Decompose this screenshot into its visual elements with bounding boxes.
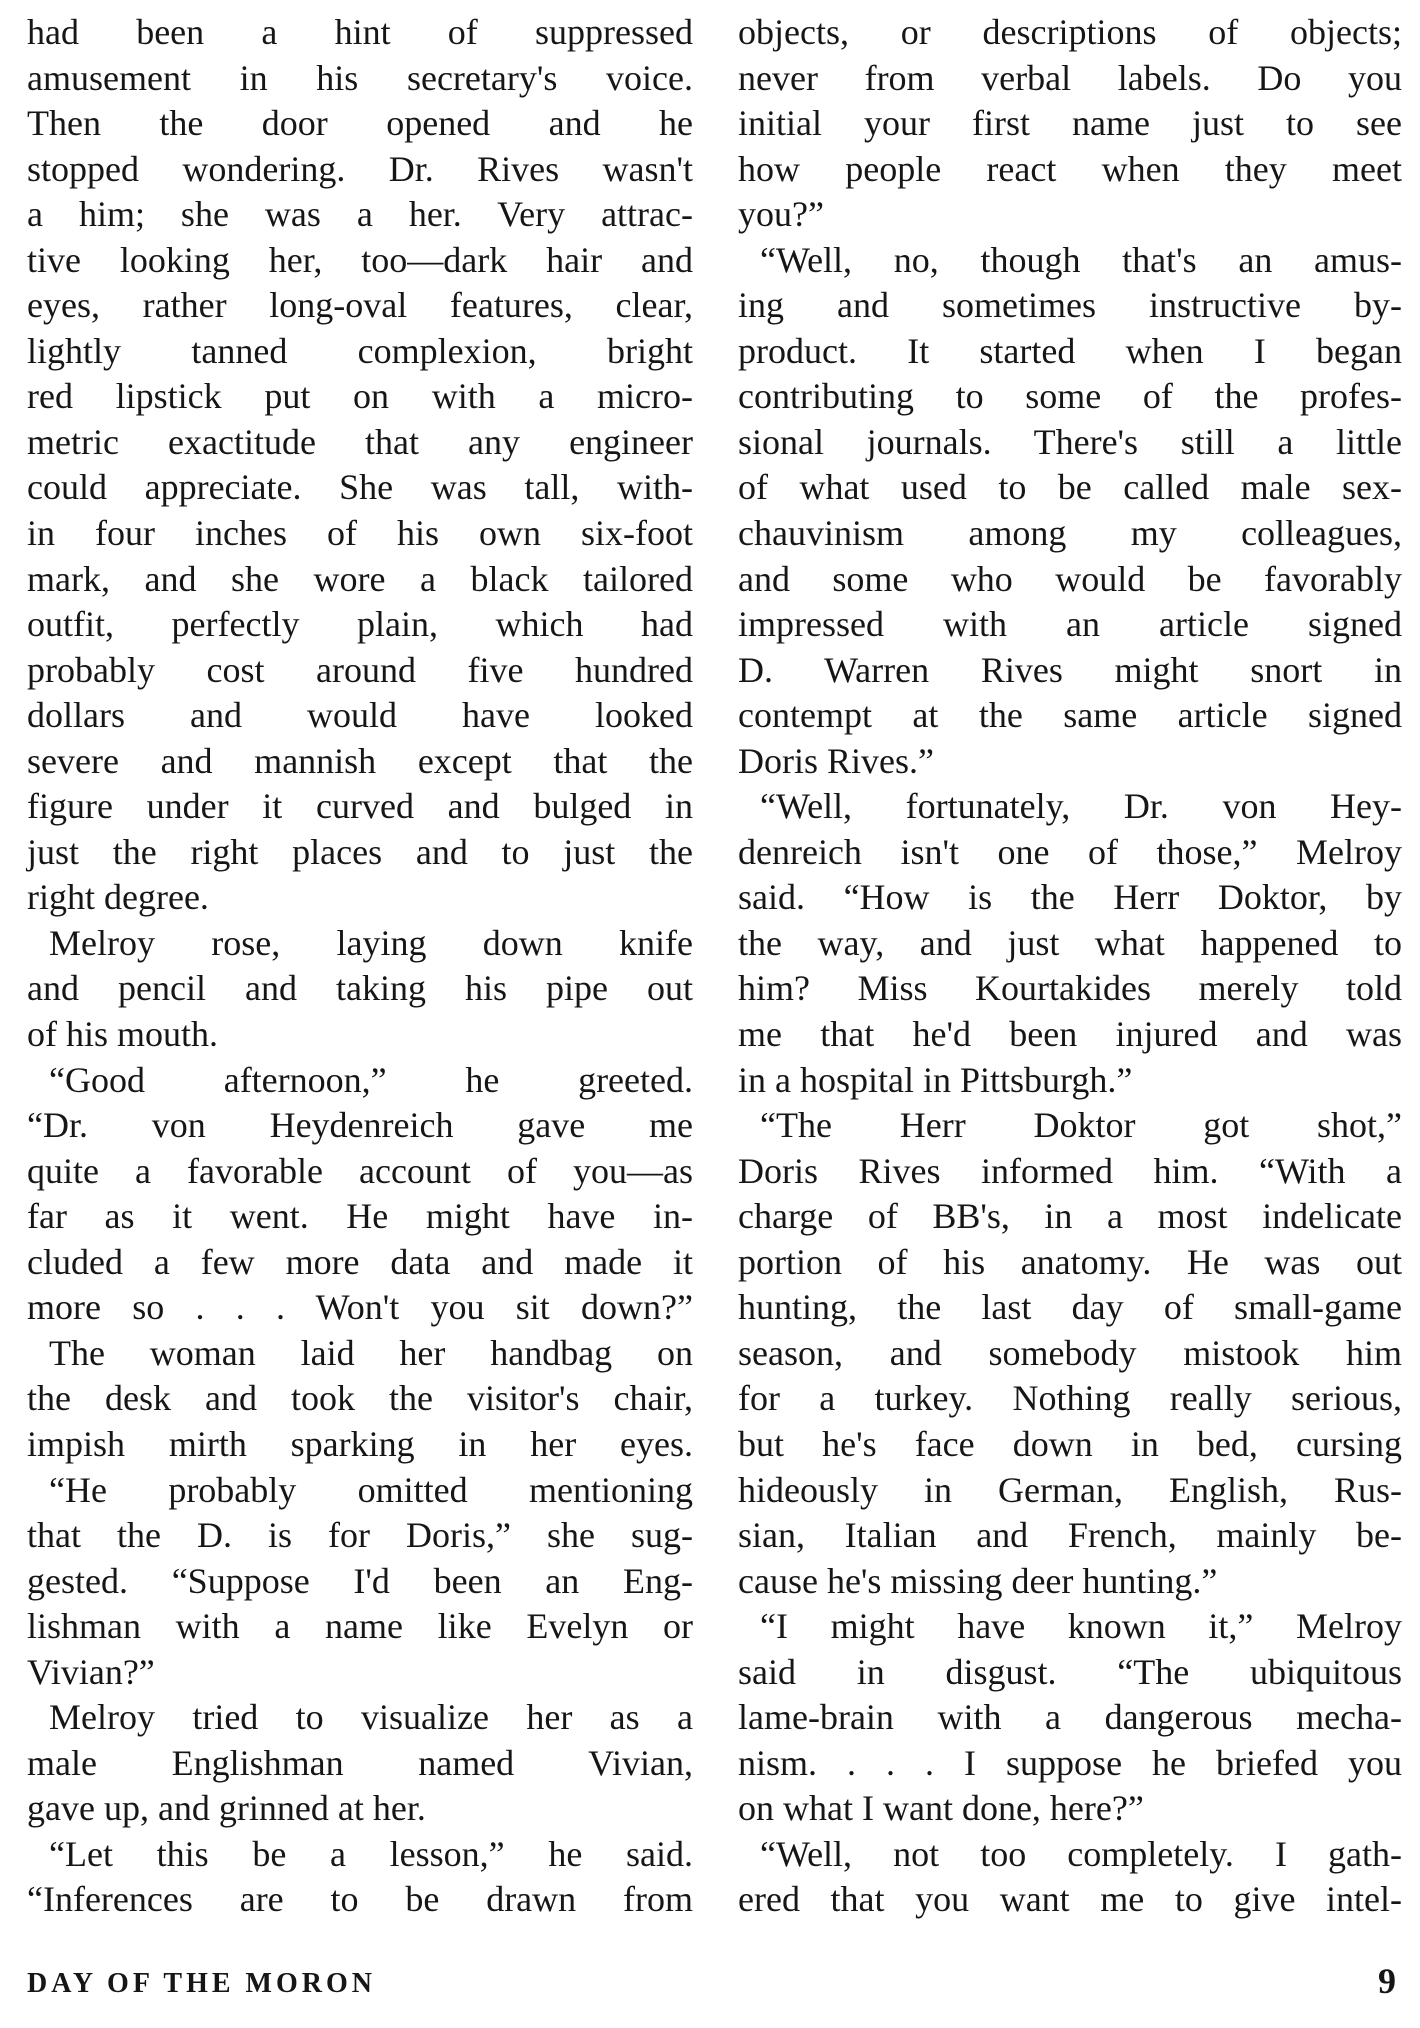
text-line: tive looking her, too—dark hair and	[27, 239, 693, 280]
running-title: DAY OF THE MORON	[27, 1968, 376, 1999]
text-line: “Well, no, though that's an amus-	[760, 239, 1402, 280]
text-line: a him; she was a her. Very attrac-	[27, 194, 693, 235]
text-line: impressed with an article signed	[738, 604, 1402, 645]
text-line: could appreciate. She was tall, with-	[27, 467, 693, 508]
text-line: Vivian?”	[27, 1651, 155, 1692]
text-line: lightly tanned complexion, bright	[27, 330, 693, 371]
text-line: “Dr. von Heydenreich gave me	[27, 1105, 693, 1146]
text-line: that the D. is for Doris,” she sug-	[27, 1515, 693, 1556]
text-line: mark, and she wore a black tailored	[27, 558, 693, 599]
text-line: gested. “Suppose I'd been an Eng-	[27, 1560, 693, 1601]
text-line: Then the door opened and he	[27, 103, 693, 144]
text-line: hideously in German, English, Rus-	[738, 1469, 1402, 1510]
text-line: far as it went. He might have in-	[27, 1196, 693, 1237]
text-line: had been a hint of suppressed	[27, 12, 693, 52]
text-line: you?”	[738, 194, 824, 235]
text-line: in four inches of his own six-foot	[27, 513, 693, 554]
text-line: male Englishman named Vivian,	[27, 1742, 693, 1783]
text-line: metric exactitude that any engineer	[27, 421, 693, 462]
page-footer	[27, 1960, 1402, 2010]
text-line: contempt at the same article signed	[738, 695, 1402, 736]
text-line: nism. . . . I suppose he briefed you	[738, 1742, 1402, 1783]
text-line: “Well, fortunately, Dr. von Hey-	[760, 786, 1402, 827]
page-number: 9	[1378, 1961, 1396, 2001]
text-line: the desk and took the visitor's chair,	[27, 1378, 693, 1419]
text-line: impish mirth sparking in her eyes.	[27, 1423, 693, 1464]
text-line: quite a favorable account of you—as	[27, 1150, 693, 1191]
text-line: just the right places and to just the	[27, 831, 693, 872]
text-line: more so . . . Won't you sit down?”	[27, 1287, 693, 1328]
text-line: Melroy rose, laying down knife	[49, 922, 693, 963]
text-line: him? Miss Kourtakides merely told	[738, 968, 1402, 1009]
text-line: cause he's missing deer hunting.”	[738, 1560, 1218, 1601]
text-line: “I might have known it,” Melroy	[760, 1606, 1402, 1647]
text-line: D. Warren Rives might snort in	[738, 649, 1402, 690]
text-line: portion of his anatomy. He was out	[738, 1241, 1402, 1282]
text-line: Melroy tried to visualize her as a	[49, 1697, 693, 1738]
text-line: hunting, the last day of small-game	[738, 1287, 1402, 1328]
text-line: “Let this be a lesson,” he said.	[49, 1833, 693, 1874]
text-line: in a hospital in Pittsburgh.”	[738, 1059, 1133, 1100]
text-line: on what I want done, here?”	[738, 1788, 1144, 1829]
text-line: season, and somebody mistook him	[738, 1332, 1402, 1373]
text-line: and some who would be favorably	[738, 558, 1402, 599]
text-line: “Well, not too completely. I gath-	[760, 1833, 1402, 1874]
text-line: cluded a few more data and made it	[27, 1241, 693, 1282]
text-line: said. “How is the Herr Doktor, by	[738, 877, 1402, 918]
text-line: amusement in his secretary's voice.	[27, 57, 693, 98]
text-line: initial your first name just to see	[738, 103, 1402, 144]
text-line: contributing to some of the profes-	[738, 376, 1402, 417]
text-line: “Good afternoon,” he greeted.	[49, 1059, 693, 1100]
text-line: and pencil and taking his pipe out	[27, 968, 693, 1009]
text-line: sian, Italian and French, mainly be-	[738, 1515, 1402, 1556]
text-line: probably cost around five hundred	[27, 649, 693, 690]
text-line: ing and sometimes instructive by-	[738, 285, 1402, 326]
text-line: chauvinism among my colleagues,	[738, 513, 1402, 554]
text-line: Doris Rives informed him. “With a	[738, 1150, 1402, 1191]
text-line: ered that you want me to give intel-	[738, 1879, 1402, 1920]
text-line: severe and mannish except that the	[27, 740, 693, 781]
text-line: Doris Rives.”	[738, 740, 934, 781]
text-line: lame-brain with a dangerous mecha-	[738, 1697, 1402, 1738]
text-line: The woman laid her handbag on	[49, 1332, 693, 1373]
text-line: said in disgust. “The ubiquitous	[738, 1651, 1402, 1692]
text-column-left	[27, 10, 693, 1923]
text-line: of his mouth.	[27, 1014, 219, 1055]
text-line: gave up, and grinned at her.	[27, 1788, 426, 1829]
text-line: the way, and just what happened to	[738, 922, 1402, 963]
text-line: never from verbal labels. Do you	[738, 57, 1402, 98]
text-line: “Inferences are to be drawn from	[27, 1879, 693, 1920]
text-line: but he's face down in bed, cursing	[738, 1423, 1402, 1464]
text-line: figure under it curved and bulged in	[27, 786, 693, 827]
text-line: outfit, perfectly plain, which had	[27, 604, 693, 645]
text-line: sional journals. There's still a little	[738, 421, 1402, 462]
text-line: of what used to be called male sex-	[738, 467, 1402, 508]
text-line: me that he'd been injured and was	[738, 1014, 1402, 1055]
text-line: “The Herr Doktor got shot,”	[760, 1105, 1402, 1146]
text-line: product. It started when I began	[738, 330, 1402, 371]
text-line: how people react when they meet	[738, 148, 1402, 189]
text-column-right	[738, 10, 1402, 1923]
text-line: lishman with a name like Evelyn or	[27, 1606, 693, 1647]
text-line: right degree.	[27, 877, 209, 918]
text-line: eyes, rather long-oval features, clear,	[27, 285, 693, 326]
text-line: “He probably omitted mentioning	[49, 1469, 693, 1510]
text-line: charge of BB's, in a most indelicate	[738, 1196, 1402, 1237]
text-line: dollars and would have looked	[27, 695, 693, 736]
text-line: for a turkey. Nothing really serious,	[738, 1378, 1402, 1419]
text-line: stopped wondering. Dr. Rives wasn't	[27, 148, 693, 189]
text-line: red lipstick put on with a micro-	[27, 376, 693, 417]
text-line: objects, or descriptions of objects;	[738, 12, 1402, 52]
text-line: denreich isn't one of those,” Melroy	[738, 831, 1402, 872]
